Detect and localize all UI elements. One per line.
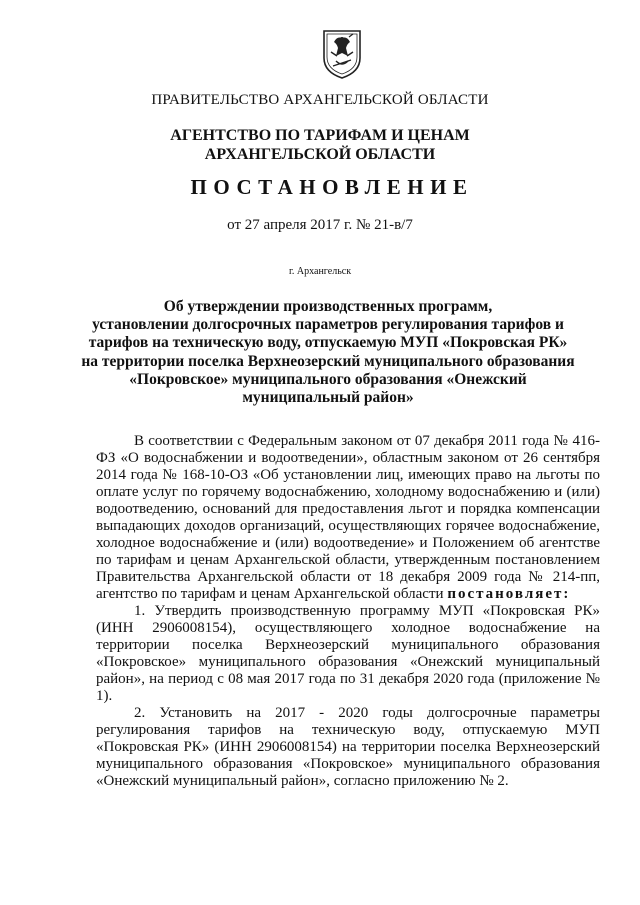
- item-2: 2. Установить на 2017 - 2020 годы долгосрочные параметры регулирования тарифов на техническую воду, отпускаемую МУП «Покровская РК» (ИНН 2906008154) на территории поселка Верхнеозерский муниципального образования «Покровское» муниципального образования «Онежский муниципальный район», согласно приложению № 2.: [96, 705, 600, 789]
- intro-paragraph: [96, 433, 600, 603]
- intro-text: В соответствии с Федеральным законом от 07 декабря 2011 года № 416-ФЗ «О водоснабжении и водоотведении», областным законом от 26 сентября 2014 года № 168-10-ОЗ «Об установлении лиц, имеющих право на льготы по оплате услуг по горячему водоснабжению, холодному водоснабжению и (или) водоотведению, оснований для предоставления льгот и порядка компенсации выпадающих доходов организаций, осуществляющих горячее водоснабжение, холодное водоснабжение и (или) водоотведение» и Положением об агентстве по тарифам и ценам Архангельской области, утвержденным постановлением Правительства Архангельской области от 18 декабря 2009 года № 214-пп, агентство по тарифам и ценам Архангельской области: [96, 433, 600, 602]
- agency-line-1: АГЕНТСТВО ПО ТАРИФАМ И ЦЕНАМ: [170, 127, 470, 144]
- subject-line: «Покровское» муниципального образования «Онежский: [129, 370, 527, 388]
- government-name: ПРАВИТЕЛЬСТВО АРХАНГЕЛЬСКОЙ ОБЛАСТИ: [151, 92, 489, 108]
- city: г. Архангельск: [288, 266, 352, 277]
- document-type: ПОСТАНОВЛЕНИЕ: [190, 175, 474, 199]
- subject-line: муниципальный район»: [242, 389, 414, 407]
- coat-of-arms-icon: [321, 28, 363, 80]
- document-subject: [0, 298, 640, 407]
- date-number: от 27 апреля 2017 г. № 21-в/7: [227, 217, 413, 233]
- agency-line-2: АРХАНГЕЛЬСКОЙ ОБЛАСТИ: [204, 146, 436, 163]
- subject-line: на территории поселка Верхнеозерский муниципального образования: [81, 352, 575, 370]
- agency-name: [0, 126, 640, 164]
- subject-line: установлении долгосрочных параметров регулирования тарифов и: [92, 316, 564, 334]
- subject-line: тарифов на техническую воду, отпускаемую МУП «Покровская РК»: [88, 334, 568, 352]
- item-1: 1. Утвердить производственную программу МУП «Покровская РК» (ИНН 2906008154), осуществляющего холодное водоснабжение на территории поселка Верхнеозерский муниципального образования «Покровское» муниципального образования «Онежский муниципальный район», на период с 08 мая 2017 года по 31 декабря 2020 года (приложение № 1).: [96, 603, 600, 704]
- document-body: [96, 433, 600, 790]
- resolves-word: постановляет:: [447, 586, 571, 602]
- subject-line: Об утверждении производственных программ,: [163, 298, 493, 315]
